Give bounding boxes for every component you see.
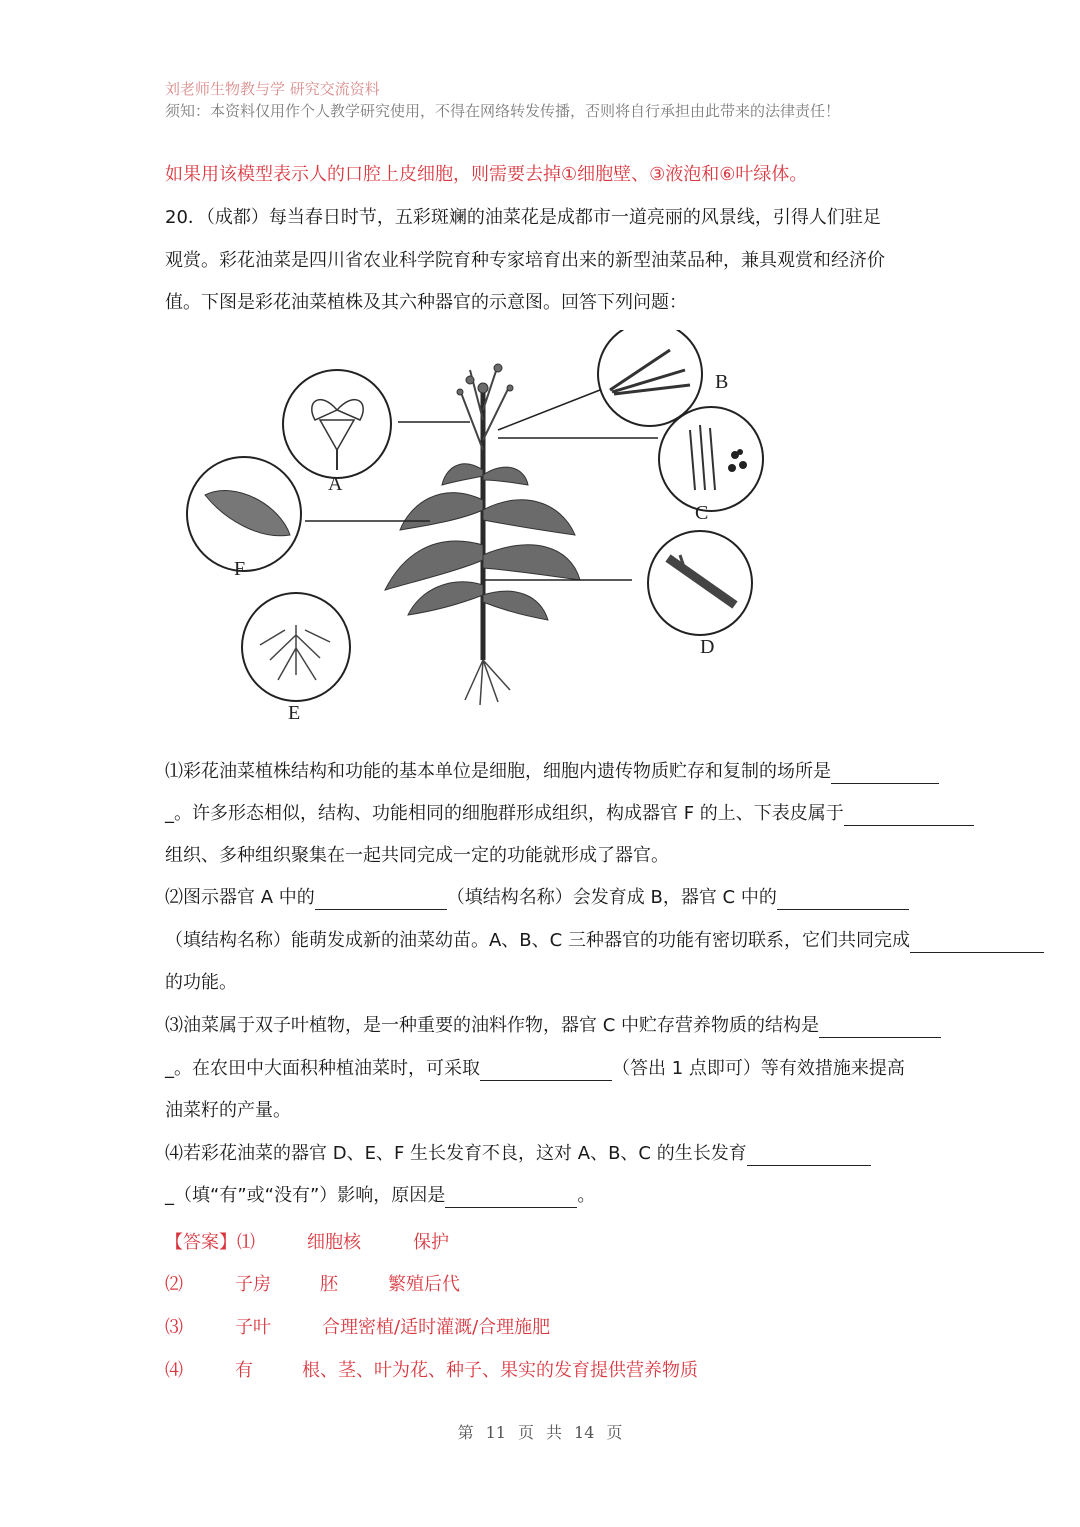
sub2-line-1: ⑵图示器官 A 中的 （填结构名称）会发育成 B，器官 C 中的 — [165, 886, 909, 910]
label-d: D — [700, 636, 715, 658]
organ-b-fruit — [598, 330, 702, 426]
sub3-line-3: 油菜籽的产量。 — [165, 1100, 291, 1121]
blank-4-1[interactable] — [747, 1145, 871, 1166]
blank-1-2[interactable] — [844, 805, 974, 826]
answer-label: 【答案】⑴ — [165, 1232, 255, 1253]
label-a: A — [328, 473, 343, 495]
answer-2-3: 繁殖后代 — [388, 1274, 460, 1295]
answer-2-2: 胚 — [320, 1274, 338, 1295]
header-title: 刘老师生物教与学 研究交流资料 — [165, 80, 380, 98]
blank-2-3[interactable] — [910, 932, 1044, 953]
blank-3-1[interactable] — [819, 1017, 941, 1038]
answer-4-number: ⑷ — [165, 1360, 183, 1381]
answer-2-number: ⑵ — [165, 1274, 183, 1295]
rapeseed-plant-figure — [180, 330, 780, 730]
sub1-line-1: ⑴彩花油菜植株结构和功能的基本单位是细胞，细胞内遗传物质贮存和复制的场所是 — [165, 760, 939, 784]
blank-1-1[interactable] — [831, 763, 939, 784]
sub4-line-1: ⑷若彩花油菜的器官 D、E、F 生长发育不良，这对 A、B、C 的生长发育 — [165, 1142, 871, 1166]
answer-1-1: 细胞核 — [307, 1232, 361, 1253]
answer-4-2: 根、茎、叶为花、种子、果实的发育提供营养物质 — [302, 1360, 698, 1381]
label-c: C — [695, 502, 709, 524]
organ-f-leaf — [187, 457, 301, 571]
sub3-line-2: _。在农田中大面积种植油菜时，可采取 （答出 1 点即可）等有效措施来提高 — [165, 1058, 905, 1079]
answer-3-number: ⑶ — [165, 1317, 183, 1338]
question-line-1: 20．（成都）每当春日时节，五彩斑斓的油菜花是成都市一道亮丽的风景线，引得人们驻足 — [165, 207, 881, 228]
blank-3-2[interactable] — [480, 1060, 612, 1081]
sub2-line-3: 的功能。 — [165, 972, 237, 993]
label-b: B — [715, 371, 729, 393]
organ-e-root — [242, 593, 350, 701]
answer-1-2: 保护 — [413, 1232, 449, 1253]
blank-2-2[interactable] — [777, 889, 909, 910]
sub1-line-2: _。许多形态相似，结构、功能相同的细胞群形成组织，构成器官 F 的上、下表皮属于 — [165, 802, 974, 826]
sub2-line-2: （填结构名称）能萌发成新的油菜幼苗。A、B、C 三种器官的功能有密切联系，它们共同完成 — [165, 929, 1044, 953]
page-footer: 第 11 页 共 14 页 — [457, 1423, 623, 1442]
sub1-line-3: 组织、多种组织聚集在一起共同完成一定的功能就形成了器官。 — [165, 845, 669, 866]
answer-2-1: 子房 — [235, 1274, 271, 1295]
answer-4-1: 有 — [235, 1360, 253, 1381]
organ-a-flower — [283, 370, 391, 478]
sub3-line-1: ⑶油菜属于双子叶植物，是一种重要的油料作物，器官 C 中贮存营养物质的结构是 — [165, 1014, 941, 1038]
answer-3-2: 合理密植/适时灌溉/合理施肥 — [322, 1317, 551, 1338]
label-e: E — [288, 702, 301, 724]
plant-illustration — [385, 364, 580, 705]
blank-4-2[interactable] — [445, 1187, 577, 1208]
question-line-2: 观赏。彩花油菜是四川省农业科学院育种专家培育出来的新型油菜品种，兼具观赏和经济价 — [165, 250, 885, 271]
total-pages: 14 — [574, 1423, 595, 1442]
label-f: F — [234, 558, 246, 580]
previous-answer: 如果用该模型表示人的口腔上皮细胞，则需要去掉①细胞壁、③液泡和⑥叶绿体。 — [165, 164, 808, 185]
current-page: 11 — [485, 1423, 506, 1442]
question-line-3: 值。下图是彩花油菜植株及其六种器官的示意图。回答下列问题： — [165, 292, 687, 313]
sub4-line-2: _（填“有”或“没有”）影响，原因是 。 — [165, 1185, 596, 1206]
organ-d-stem — [648, 531, 752, 635]
answer-3-1: 子叶 — [235, 1317, 271, 1338]
organ-c-seed — [659, 407, 763, 511]
header-notice: 须知：本资料仅用作个人教学研究使用，不得在网络转发传播，否则将自行承担由此带来的法律责任！ — [165, 102, 841, 120]
blank-2-1[interactable] — [315, 889, 447, 910]
